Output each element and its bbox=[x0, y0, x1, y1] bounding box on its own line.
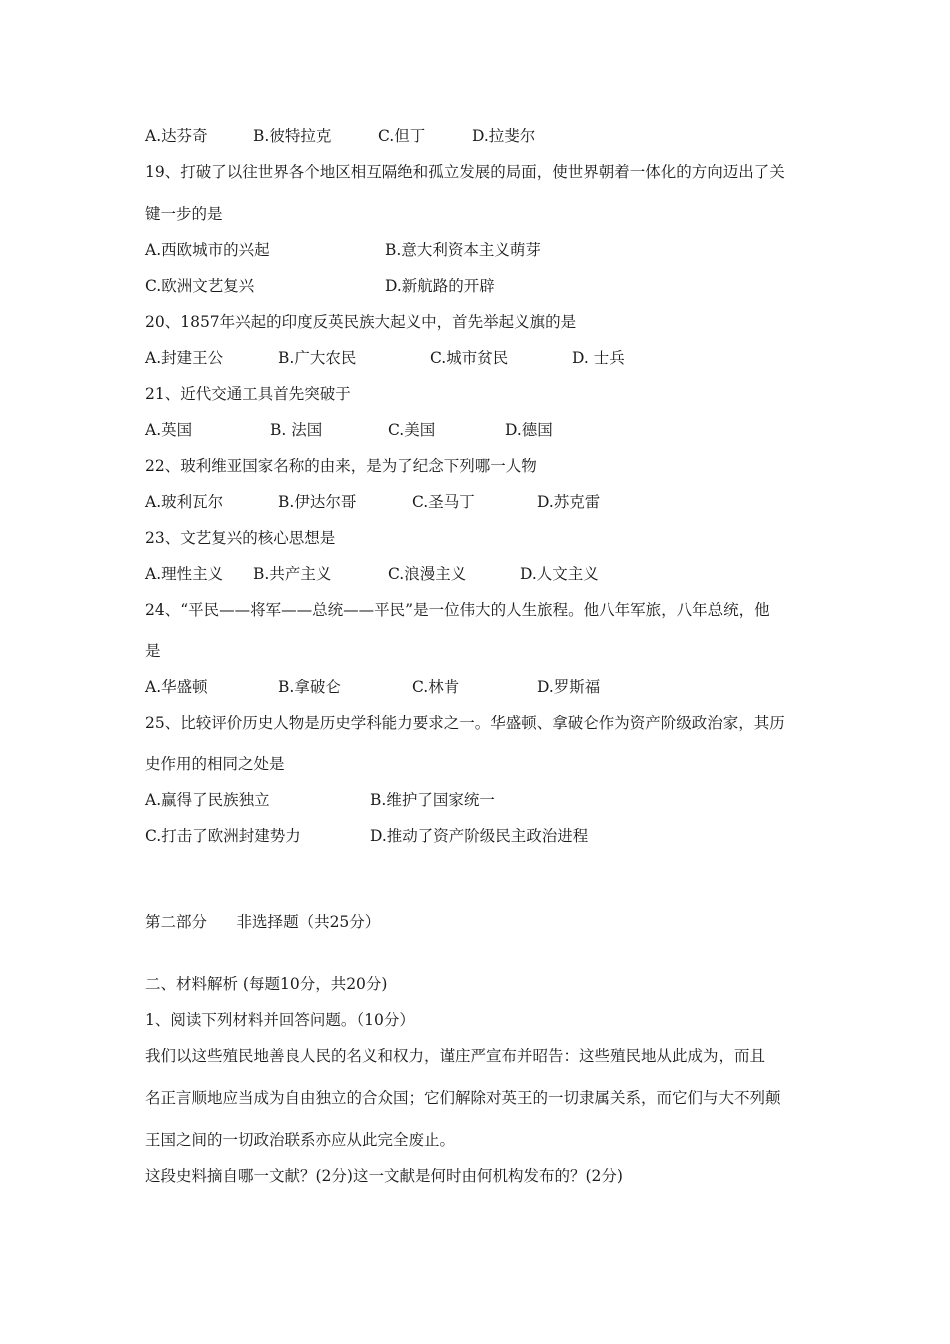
q19-option-c: C.欧洲文艺复兴 bbox=[145, 277, 255, 295]
q22-stem: 22、玻利维亚国家名称的由来，是为了纪念下列哪一人物 bbox=[145, 457, 537, 475]
q19-option-d: D.新航路的开辟 bbox=[385, 277, 495, 295]
q20-option-b: B.广大农民 bbox=[278, 349, 357, 367]
q18-option-c: C.但丁 bbox=[378, 127, 426, 145]
q25-option-c: C.打击了欧洲封建势力 bbox=[145, 827, 301, 845]
q18-option-b: B.彼特拉克 bbox=[253, 127, 332, 145]
q24-option-c: C.林肯 bbox=[412, 678, 460, 696]
q25-stem-line1: 25、比较评价历史人物是历史学科能力要求之一。华盛顿、拿破仑作为资产阶级政治家，其历 bbox=[145, 714, 785, 732]
q1-material-line3: 王国之间的一切政治联系亦应从此完全废止。 bbox=[145, 1131, 456, 1149]
q25-stem-line2: 史作用的相同之处是 bbox=[145, 755, 285, 773]
q24-stem-line2: 是 bbox=[145, 642, 161, 660]
q18-option-a: A.达芬奇 bbox=[145, 127, 208, 145]
q21-option-c: C.美国 bbox=[388, 421, 436, 439]
q24-option-d: D.罗斯福 bbox=[537, 678, 601, 696]
q24-option-b: B.拿破仑 bbox=[278, 678, 341, 696]
q23-option-d: D.人文主义 bbox=[520, 565, 599, 583]
q20-option-d: D. 士兵 bbox=[572, 349, 625, 367]
q1-material-line1: 我们以这些殖民地善良人民的名义和权力，谨庄严宣布并昭告：这些殖民地从此成为，而且 bbox=[145, 1047, 766, 1065]
q18-option-d: D.拉斐尔 bbox=[472, 127, 536, 145]
q21-option-b: B. 法国 bbox=[270, 421, 323, 439]
q25-option-b: B.维护了国家统一 bbox=[370, 791, 495, 809]
q22-option-b: B.伊达尔哥 bbox=[278, 493, 357, 511]
q21-option-a: A.英国 bbox=[145, 421, 193, 439]
q22-option-a: A.玻利瓦尔 bbox=[145, 493, 224, 511]
part2-heading: 第二部分 非选择题（共25分） bbox=[145, 913, 381, 931]
section2-heading: 二、材料解析 (每题10分，共20分) bbox=[145, 975, 388, 993]
q22-option-c: C.圣马丁 bbox=[412, 493, 475, 511]
q19-option-b: B.意大利资本主义萌芽 bbox=[385, 241, 541, 259]
q23-option-b: B.共产主义 bbox=[253, 565, 332, 583]
q23-option-a: A.理性主义 bbox=[145, 565, 224, 583]
q23-stem: 23、文艺复兴的核心思想是 bbox=[145, 529, 336, 547]
q1-material-line2: 名正言顺地应当成为自由独立的合众国；它们解除对英王的一切隶属关系，而它们与大不列颠 bbox=[145, 1089, 781, 1107]
q19-stem-line1: 19、打破了以往世界各个地区相互隔绝和孤立发展的局面，使世界朝着一体化的方向迈出了关 bbox=[145, 163, 785, 181]
q21-stem: 21、近代交通工具首先突破于 bbox=[145, 385, 351, 403]
q25-option-d: D.推动了资产阶级民主政治进程 bbox=[370, 827, 589, 845]
q19-stem-line2: 键一步的是 bbox=[145, 205, 223, 223]
q19-option-a: A.西欧城市的兴起 bbox=[145, 241, 270, 259]
q23-option-c: C.浪漫主义 bbox=[388, 565, 467, 583]
q20-option-c: C.城市贫民 bbox=[430, 349, 509, 367]
q1-question: 这段史料摘自哪一文献？(2分)这一文献是何时由何机构发布的？(2分) bbox=[145, 1167, 623, 1185]
q24-stem-line1: 24、“平民——将军——总统——平民”是一位伟大的人生旅程。他八年军旅，八年总统，他 bbox=[145, 601, 770, 619]
q22-option-d: D.苏克雷 bbox=[537, 493, 601, 511]
q21-option-d: D.德国 bbox=[505, 421, 553, 439]
q25-option-a: A.赢得了民族独立 bbox=[145, 791, 270, 809]
q1-stem: 1、阅读下列材料并回答问题。（10分） bbox=[145, 1011, 415, 1029]
q20-option-a: A.封建王公 bbox=[145, 349, 224, 367]
q20-stem: 20、1857年兴起的印度反英民族大起义中，首先举起义旗的是 bbox=[145, 313, 577, 331]
q24-option-a: A.华盛顿 bbox=[145, 678, 208, 696]
